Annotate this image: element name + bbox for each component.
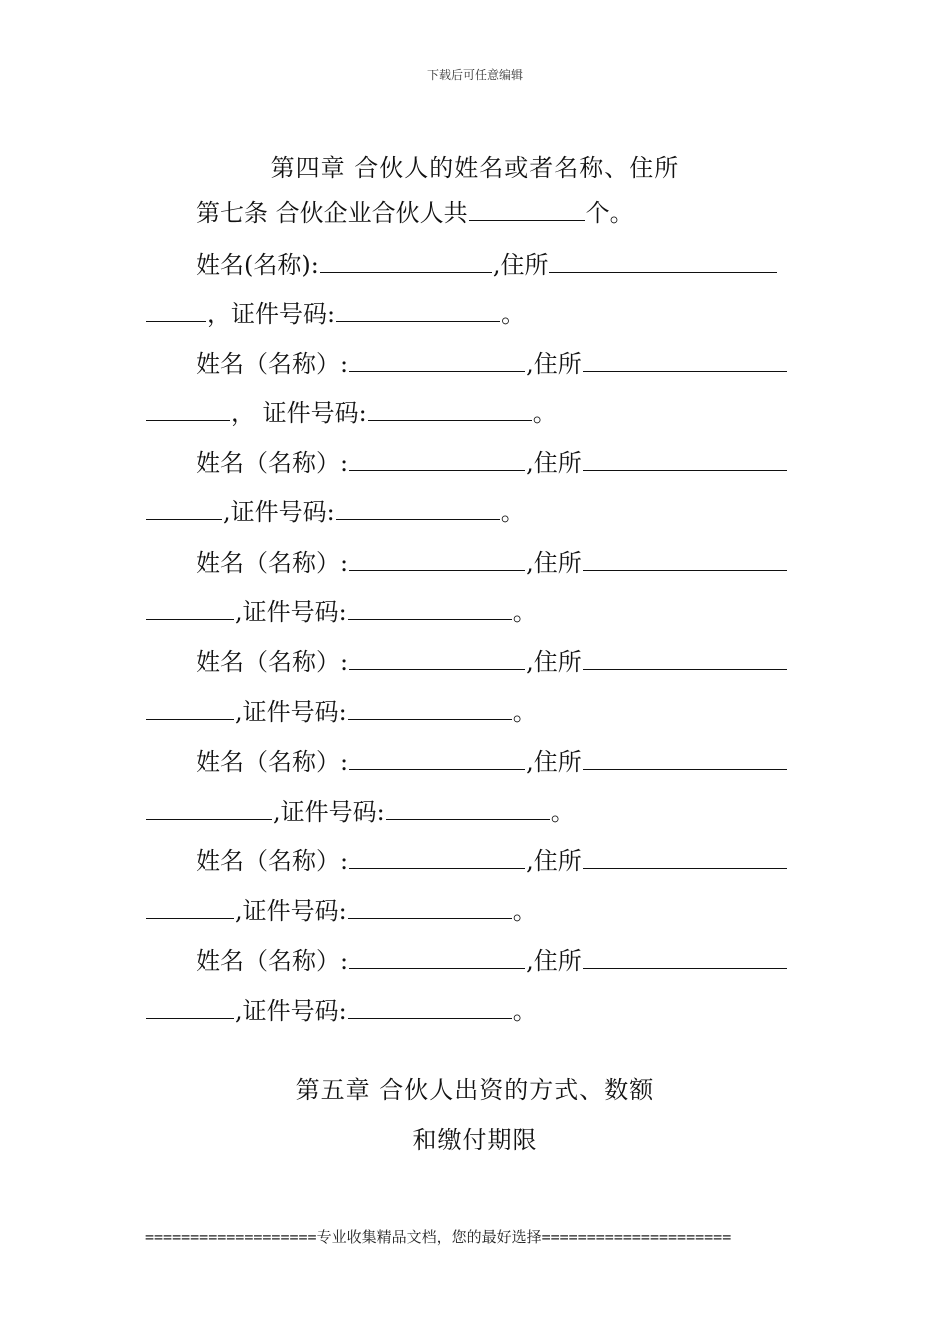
chapter-4-title: 第四章 合伙人的姓名或者名称、住所: [270, 154, 680, 182]
address-label: ,住所: [492, 251, 549, 279]
partner-2-line-1: [196, 349, 788, 379]
name-blank[interactable]: [349, 548, 525, 571]
partner-5-line-1: [196, 647, 788, 677]
id-label: ,证件号码:: [235, 598, 347, 626]
partner-8-line-1: [196, 946, 788, 976]
address-blank-cont[interactable]: [146, 896, 234, 919]
address-blank-cont[interactable]: [146, 299, 206, 322]
line-end: 。: [532, 399, 557, 427]
id-label: ，证件号码:: [207, 300, 336, 328]
name-blank[interactable]: [349, 846, 525, 869]
address-label: ,住所: [526, 350, 582, 378]
id-label: ,证件号码:: [235, 897, 347, 925]
name-blank[interactable]: [349, 349, 525, 372]
name-label: 姓名（名称）:: [196, 648, 349, 676]
partner-3-line-1: [196, 448, 788, 478]
address-label: ,住所: [526, 549, 582, 577]
article-7: [196, 198, 634, 228]
address-blank-cont[interactable]: [146, 996, 234, 1019]
partner-1-line-2: [145, 299, 525, 329]
address-blank-cont[interactable]: [146, 697, 234, 720]
partner-4-line-1: [196, 548, 788, 578]
id-label: ,证件号码:: [235, 698, 347, 726]
page-footer: ===================专业收集精品文档，您的最好选择=====================: [145, 1228, 732, 1246]
line-end: 。: [512, 897, 537, 925]
partner-4-line-2: [145, 597, 537, 627]
address-label: ,住所: [526, 648, 582, 676]
id-blank[interactable]: [348, 996, 512, 1019]
id-blank[interactable]: [348, 597, 512, 620]
partner-5-line-2: [145, 697, 537, 727]
address-blank[interactable]: [583, 448, 787, 471]
partner-1-line-1: [196, 250, 778, 280]
name-blank[interactable]: [349, 647, 525, 670]
address-blank[interactable]: [549, 250, 777, 273]
id-blank[interactable]: [336, 299, 500, 322]
page-header: 下载后可任意编辑: [426, 68, 523, 82]
id-blank[interactable]: [336, 497, 500, 520]
address-blank-cont[interactable]: [146, 797, 272, 820]
id-label: ,证件号码:: [223, 498, 335, 526]
id-blank[interactable]: [348, 896, 512, 919]
id-label: ,证件号码:: [273, 798, 385, 826]
line-end: 。: [512, 598, 537, 626]
id-blank[interactable]: [386, 797, 550, 820]
address-label: ,住所: [526, 449, 582, 477]
name-blank[interactable]: [320, 250, 492, 273]
address-blank-cont[interactable]: [146, 597, 234, 620]
partner-7-line-1: [196, 846, 788, 876]
name-label: 姓名（名称）:: [196, 549, 349, 577]
name-label: 姓名(名称):: [196, 251, 319, 279]
address-blank[interactable]: [583, 846, 787, 869]
partner-2-line-2: [145, 398, 557, 428]
line-end: 。: [550, 798, 575, 826]
article-7-suffix: 个。: [585, 199, 634, 227]
address-blank[interactable]: [583, 946, 787, 969]
name-label: 姓名（名称）:: [196, 449, 349, 477]
id-label: ， 证件号码:: [231, 399, 367, 427]
address-blank[interactable]: [583, 548, 787, 571]
name-blank[interactable]: [349, 946, 525, 969]
chapter-5-title-line-1: 第五章 合伙人出资的方式、数额: [295, 1076, 655, 1104]
partner-7-line-2: [145, 896, 537, 926]
partner-6-line-1: [196, 747, 788, 777]
address-label: ,住所: [526, 847, 582, 875]
name-label: 姓名（名称）:: [196, 947, 349, 975]
line-end: 。: [512, 997, 537, 1025]
name-label: 姓名（名称）:: [196, 748, 349, 776]
partner-count-blank[interactable]: [469, 198, 585, 221]
address-label: ,住所: [526, 947, 582, 975]
id-blank[interactable]: [348, 697, 512, 720]
address-blank[interactable]: [583, 647, 787, 670]
address-blank[interactable]: [583, 349, 787, 372]
address-blank-cont[interactable]: [146, 398, 230, 421]
address-blank-cont[interactable]: [146, 497, 222, 520]
address-blank[interactable]: [583, 747, 787, 770]
partner-3-line-2: [145, 497, 525, 527]
name-blank[interactable]: [349, 448, 525, 471]
line-end: 。: [500, 498, 525, 526]
partner-8-line-2: [145, 996, 537, 1026]
id-label: ,证件号码:: [235, 997, 347, 1025]
chapter-5-title-line-2: 和缴付期限: [412, 1126, 538, 1154]
name-blank[interactable]: [349, 747, 525, 770]
name-label: 姓名（名称）:: [196, 350, 349, 378]
line-end: 。: [512, 698, 537, 726]
address-label: ,住所: [526, 748, 582, 776]
line-end: 。: [501, 300, 526, 328]
partner-6-line-2: [145, 797, 575, 827]
name-label: 姓名（名称）:: [196, 847, 349, 875]
article-7-text: 第七条 合伙企业合伙人共: [196, 199, 468, 227]
id-blank[interactable]: [368, 398, 532, 421]
